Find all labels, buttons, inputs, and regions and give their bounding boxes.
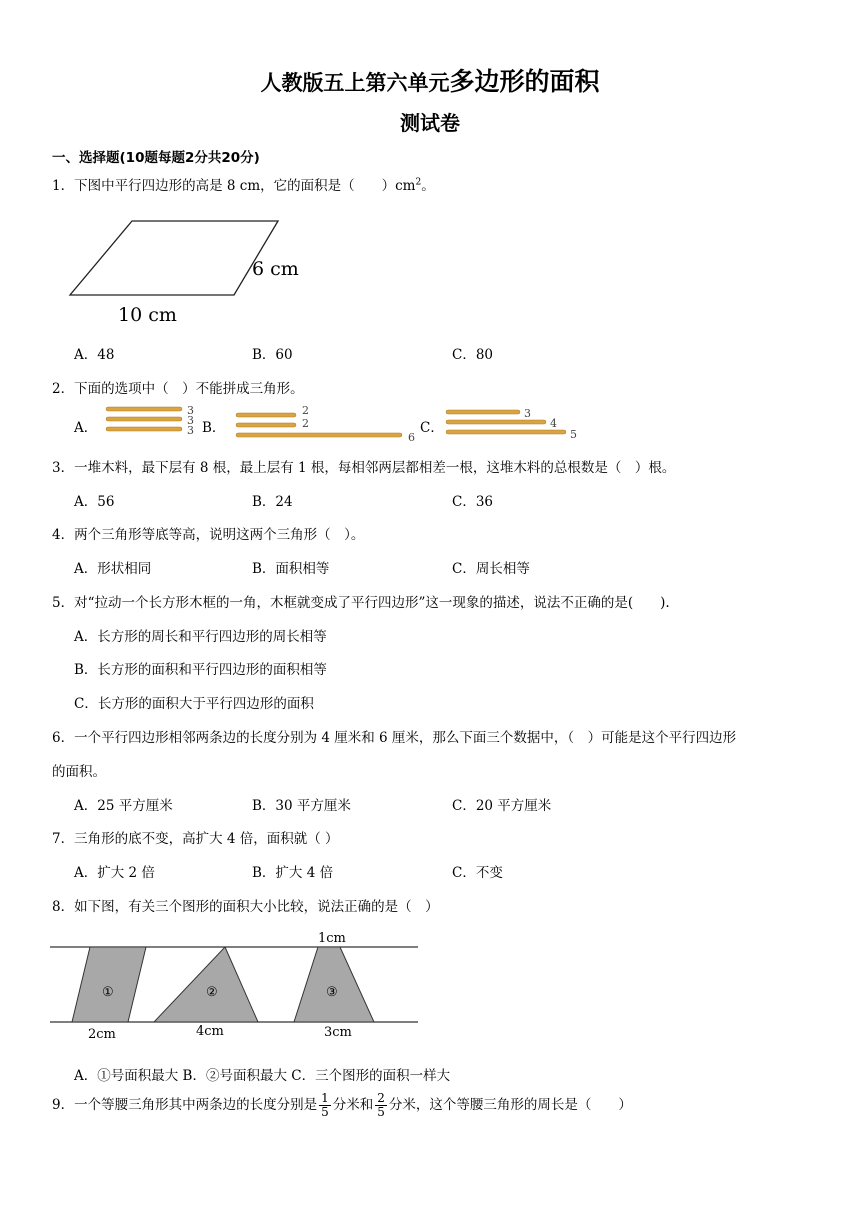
question-6-line1: 6．一个平行四边形相邻两条边的长度分别为 4 厘米和 6 厘米，那么下面三个数据中，（ ）可能是这个平行四边形 [52, 730, 737, 746]
page-title [0, 62, 860, 98]
q1-option-c[interactable]: C．80 [452, 347, 494, 363]
q2-c-len-2: 4 [550, 417, 557, 430]
q3-option-c[interactable]: C．36 [452, 494, 494, 510]
question-5: 5．对“拉动一个长方形木框的一角，木框就变成了平行四边形”这一现象的描述，说法不正确的是( ). [52, 595, 670, 611]
q2-sticks-b [234, 401, 424, 443]
q4-option-c[interactable]: C．周长相等 [452, 561, 530, 577]
q1-option-b[interactable]: B．60 [252, 347, 293, 363]
q9-mid: 分米和 [332, 1097, 374, 1113]
q2-a-len-1: 3 [187, 404, 194, 417]
question-8: 8．如下图，有关三个图形的面积大小比较，说法正确的是（ ） [52, 899, 439, 915]
title-part1: 人教版五上第六单元 [260, 71, 450, 95]
question-3: 3．一堆木料，最下层有 8 根，最上层有 1 根，每相邻两层都相差一根，这堆木料的总根数是（ ）根。 [52, 460, 676, 476]
q5-option-a[interactable]: A．长方形的周长和平行四边形的周长相等 [74, 629, 327, 645]
title-part2: 多边形的面积 [449, 67, 600, 96]
q2-c-len-1: 3 [524, 407, 531, 420]
shape-1-base: 2cm [88, 1027, 116, 1042]
q2-sticks-a [104, 403, 204, 439]
q1-option-a[interactable]: A．48 [74, 347, 115, 363]
q9-pre: 9．一个等腰三角形其中两条边的长度分别是 [52, 1097, 318, 1113]
three-shapes-figure [50, 926, 420, 1044]
q2-option-c[interactable]: C． [420, 420, 444, 436]
q1-sup: 2 [415, 177, 422, 188]
q6-option-c[interactable]: C．20 平方厘米 [452, 798, 552, 814]
shape-2-marker: ② [206, 985, 218, 1000]
q4-option-a[interactable]: A．形状相同 [74, 561, 152, 577]
q8-options[interactable]: A．①号面积最大 B．②号面积最大 C．三个图形的面积一样大 [74, 1068, 451, 1084]
shape-3-top: 1cm [318, 931, 346, 946]
q6-option-b[interactable]: B．30 平方厘米 [252, 798, 351, 814]
section-heading: 一、选择题(10题每题2分共20分) [52, 150, 260, 166]
q5-option-b[interactable]: B．长方形的面积和平行四边形的面积相等 [74, 662, 327, 678]
q7-option-a[interactable]: A．扩大 2 倍 [74, 865, 155, 881]
q7-option-c[interactable]: C．不变 [452, 865, 503, 881]
q9-fraction-2 [375, 1092, 387, 1119]
q2-option-a[interactable]: A． [74, 420, 98, 436]
q2-sticks-c [444, 405, 594, 441]
q9-f1-num: 1 [321, 1091, 329, 1105]
q2-c-len-3: 5 [570, 428, 577, 441]
q3-option-a[interactable]: A．56 [74, 494, 115, 510]
q9-fraction-1 [319, 1092, 331, 1119]
question-6-line2: 的面积。 [52, 764, 106, 780]
question-1 [52, 174, 435, 194]
q1-side-label: 6 cm [252, 258, 299, 280]
q2-a-len-2: 3 [187, 414, 194, 427]
q9-f2-den: 5 [377, 1105, 385, 1119]
page-subtitle: 测试卷 [400, 111, 460, 135]
question-2: 2．下面的选项中（ ）不能拼成三角形。 [52, 381, 304, 397]
shape-2-base: 4cm [196, 1024, 224, 1039]
q4-option-b[interactable]: B．面积相等 [252, 561, 330, 577]
question-7: 7．三角形的底不变，高扩大 4 倍，面积就（ ） [52, 831, 339, 847]
q2-option-b[interactable]: B． [202, 420, 226, 436]
q1-end: 。 [421, 178, 435, 194]
shape-1-marker: ① [102, 985, 114, 1000]
q3-option-b[interactable]: B．24 [252, 494, 293, 510]
q9-f1-den: 5 [321, 1105, 329, 1119]
q2-b-len-1: 2 [302, 404, 309, 417]
question-4: 4．两个三角形等底等高，说明这两个三角形（ ）。 [52, 527, 365, 543]
question-9 [52, 1092, 632, 1119]
shape-3-marker: ③ [326, 985, 338, 1000]
q2-b-len-2: 2 [302, 417, 309, 430]
q7-option-b[interactable]: B．扩大 4 倍 [252, 865, 334, 881]
q6-option-a[interactable]: A．25 平方厘米 [74, 798, 173, 814]
q2-a-len-3: 3 [187, 424, 194, 437]
q5-option-c[interactable]: C．长方形的面积大于平行四边形的面积 [74, 696, 314, 712]
q1-text: 1．下图中平行四边形的高是 8 cm，它的面积是（ ）cm [52, 178, 416, 194]
q9-post: 分米，这个等腰三角形的周长是（ ） [388, 1097, 632, 1113]
q1-base-label: 10 cm [118, 304, 177, 326]
parallelogram-figure [60, 215, 320, 330]
q9-f2-num: 2 [377, 1091, 385, 1105]
shape-3-base: 3cm [324, 1025, 352, 1040]
q2-b-len-3: 6 [408, 431, 415, 443]
